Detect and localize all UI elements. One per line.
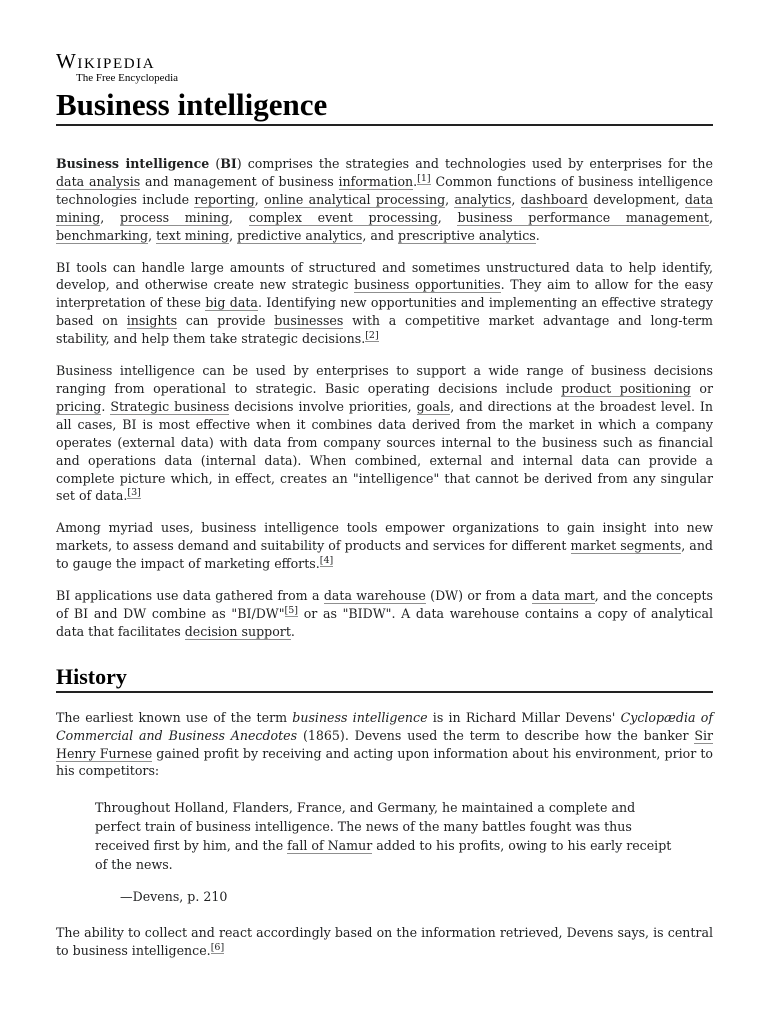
text-run: can provide <box>177 313 275 329</box>
intro-paragraph-5 <box>56 587 713 641</box>
history-paragraph-2 <box>56 924 713 960</box>
text-run: , and to gauge the impact of marketing efforts. <box>56 538 713 572</box>
link-pricing[interactable]: pricing <box>56 398 102 414</box>
emphasis-term: business intelligence <box>292 709 428 725</box>
text-run: . Identifying new opportunities and implementing an effective strategy based on <box>56 295 714 329</box>
reference-4[interactable]: [4] <box>319 554 334 566</box>
section-heading-history: History <box>56 663 713 693</box>
text-run: and management of business <box>140 173 339 189</box>
link-insights[interactable]: insights <box>126 313 178 329</box>
text-run: (1865). Devens used the term to describe how the banker <box>297 727 695 743</box>
reference-1[interactable]: [1] <box>417 172 431 184</box>
text-run: , and directions at the broadest level. In all cases, BI is most effective when it combines data derived from the market in which a company operates (external data) with data from company sources internal to the business such as financial and operations data (internal data). When combined, external and internal data can provide a complete picture which, in effect, creates an "intelligence" that cannot be derived from any singular set of data. <box>56 398 714 504</box>
text-run: or as "BIDW". A data warehouse contains a copy of analytical data that facilitates <box>56 605 713 639</box>
logo-tagline: The Free Encyclopedia <box>76 72 179 84</box>
intro-paragraph-1: Business intelligence (BI) comprises the strategies and technologies used by enterprises for the data analysis and management of business information.[1] Common functions of business intelligence technologies include reporting, online analytical processing, analytics, dashboard development, data mining, process mining, complex event processing, business performance management, benchmarking, text mining, predictive analytics, and prescriptive analytics. <box>56 156 713 243</box>
abbreviation: BI <box>220 156 237 171</box>
text-run: , and the concepts of BI and DW combine as "BI/DW" <box>56 588 713 621</box>
link-data-mining[interactable]: data mining <box>56 191 713 225</box>
link-benchmarking[interactable]: benchmarking <box>56 227 149 243</box>
text-run: , <box>437 209 458 225</box>
blockquote <box>95 798 673 874</box>
text-run: is in Richard Millar Devens' <box>427 709 621 725</box>
text-run: . They aim to allow for the easy interpretation of these <box>56 277 713 311</box>
text-run: . <box>101 398 111 414</box>
link-fall-of-namur[interactable]: fall of Namur <box>287 838 373 854</box>
quote-citation: —Devens, p. 210 <box>120 889 228 905</box>
text-run: The earliest known use of the term <box>56 709 293 725</box>
text-run: development, <box>587 191 685 207</box>
link-product-positioning[interactable]: product positioning <box>561 380 691 396</box>
text-run: Throughout Holland, Flanders, France, and Germany, he maintained a complete and perfect train of business intelligence. The news of the many battles fought was thus received first by him, and the <box>95 800 636 854</box>
intro-paragraph-2 <box>56 259 713 349</box>
link-market-segments[interactable]: market segments <box>570 538 682 554</box>
link-strategic-business[interactable]: Strategic business <box>110 398 230 414</box>
text-run: BI applications use data gathered from a <box>56 588 324 604</box>
text-run: , <box>100 209 120 225</box>
link-complex-event-processing[interactable]: complex event processing <box>248 209 438 225</box>
intro-paragraph-3 <box>56 362 713 505</box>
reference-3[interactable]: [3] <box>127 487 141 499</box>
history-paragraph-1 <box>56 709 713 781</box>
link-dashboard[interactable]: dashboard <box>520 191 588 207</box>
text-run: , <box>254 191 265 207</box>
text-run: . <box>535 227 540 243</box>
link-prescriptive-analytics[interactable]: prescriptive analytics <box>398 227 536 243</box>
reference-6[interactable]: [6] <box>210 942 225 954</box>
reference-5[interactable]: [5] <box>284 604 299 616</box>
link-data-mart[interactable]: data mart <box>531 588 595 604</box>
reference-2[interactable]: [2] <box>365 329 379 341</box>
book-title: Cyclopædia of Commercial and Business Anecdotes <box>56 709 713 743</box>
link-big-data[interactable]: big data <box>205 295 258 311</box>
link-goals[interactable]: goals <box>416 398 451 414</box>
intro-paragraph-4 <box>56 519 713 573</box>
link-business-performance-management[interactable]: business performance management <box>457 209 709 225</box>
text-run: Business intelligence can be used by enterprises to support a wide range of business decisions ranging from operational to strategic. Basic operating decisions include <box>56 363 713 396</box>
lead-term: Business intelligence <box>56 156 210 171</box>
text-run: added to his profits, owing to his early receipt of the news. <box>95 838 672 873</box>
text-run: gained profit by receiving and acting upon information about his environment, prior to his competitors: <box>56 745 713 779</box>
text-run: decisions involve priorities, <box>229 398 417 414</box>
link-data-warehouse[interactable]: data warehouse <box>323 588 426 604</box>
link-businesses[interactable]: businesses <box>274 313 344 329</box>
text-run: , and <box>362 227 399 243</box>
link-predictive-analytics[interactable]: predictive analytics <box>237 227 363 243</box>
link-process-mining[interactable]: process mining <box>119 209 230 225</box>
text-run: , <box>229 227 238 243</box>
logo-wordmark: Wikipedia <box>56 49 156 73</box>
link-sir-henry-furnese[interactable]: Sir Henry Furnese <box>56 727 714 761</box>
text-run: ) comprises the strategies and technologies used by enterprises for the <box>236 156 713 171</box>
text-run: (DW) or from a <box>425 588 532 604</box>
link-business-opportunities[interactable]: business opportunities <box>354 277 501 293</box>
text-run: , <box>445 191 455 207</box>
article-content <box>56 50 713 974</box>
text-run: Common functions of business intelligence technologies include <box>56 173 713 207</box>
link-olap[interactable]: online analytical processing <box>264 191 446 207</box>
text-run: ( <box>209 156 221 171</box>
text-run: , <box>229 209 249 225</box>
text-run: or <box>690 380 714 396</box>
link-decision-support[interactable]: decision support <box>184 623 291 639</box>
link-reporting[interactable]: reporting <box>194 191 255 207</box>
text-run: . <box>290 623 295 639</box>
text-run: , <box>511 191 521 207</box>
link-analytics[interactable]: analytics <box>454 191 512 207</box>
text-run: The ability to collect and react accordingly based on the information retrieved, Devens says, is central to business intelligence. <box>56 925 713 959</box>
link-data-analysis[interactable]: data analysis <box>56 173 141 189</box>
text-run: BI tools can handle large amounts of structured and sometimes unstructured data to help identify, develop, and otherwise create new strategic <box>56 259 713 293</box>
link-information[interactable]: information <box>338 173 414 189</box>
text-run: with a competitive market advantage and long-term stability, and help them take strategic decisions. <box>56 313 713 347</box>
link-text-mining[interactable]: text mining <box>156 227 230 243</box>
text-run: , <box>148 227 157 243</box>
wikipedia-logo[interactable] <box>56 50 713 85</box>
text-run: Among myriad uses, business intelligence tools empower organizations to gain insight into new markets, to assess demand and suitability of products and services for different <box>56 520 713 554</box>
text-run: , <box>708 209 713 225</box>
page-title: Business intelligence <box>56 87 713 126</box>
